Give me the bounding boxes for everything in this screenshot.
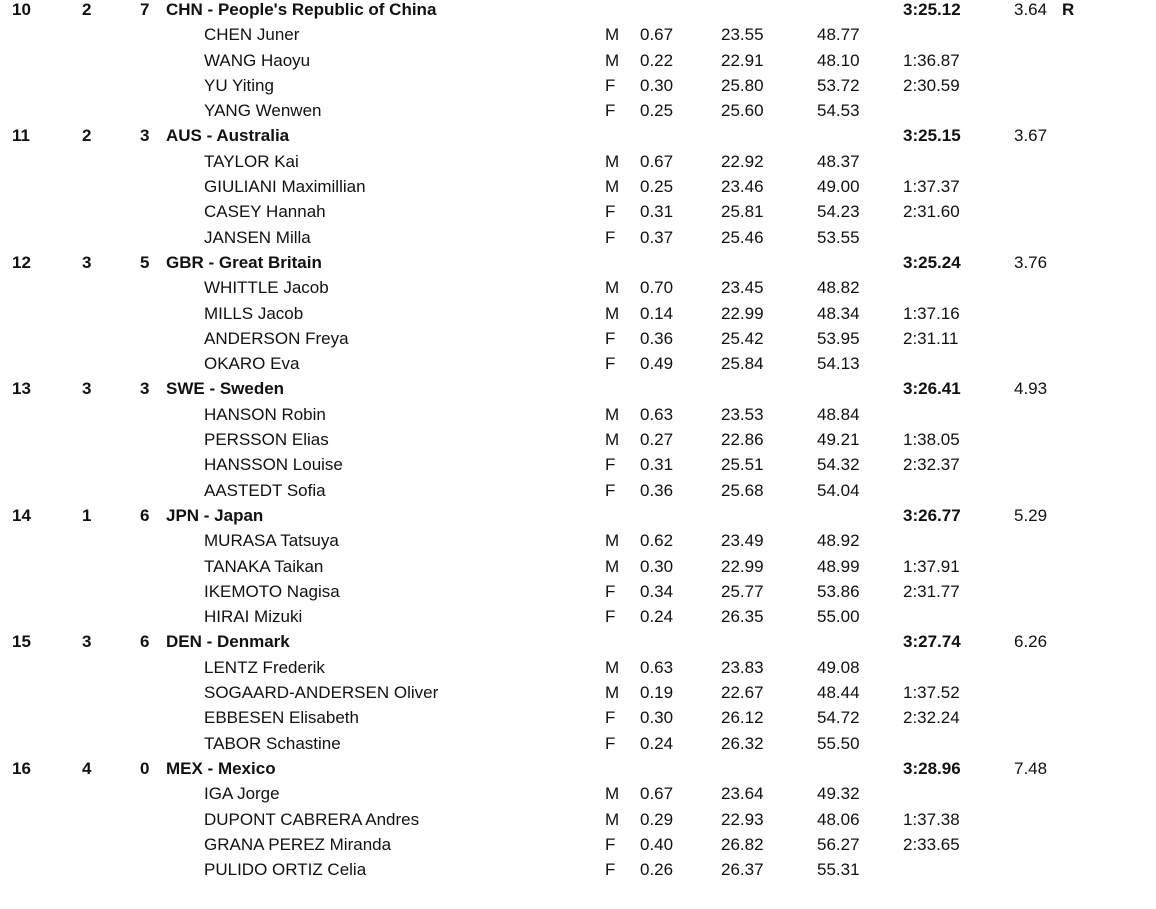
- cumulative-time: 2:32.24: [903, 708, 960, 728]
- rank: 13: [12, 379, 31, 399]
- cumulative-time: 2:31.60: [903, 202, 960, 222]
- lane: 6: [140, 505, 150, 525]
- split-100: 48.84: [817, 404, 860, 424]
- split-100: 48.10: [817, 50, 860, 70]
- swimmer-gender: F: [605, 480, 616, 500]
- split-50: 22.92: [721, 151, 764, 171]
- split-100: 55.31: [817, 860, 860, 880]
- swimmer-gender: M: [605, 784, 620, 804]
- swimmer-row: [0, 101, 1156, 126]
- swimmer-row: [0, 683, 1156, 708]
- final-time: 3:27.74: [903, 632, 961, 652]
- time-behind: 4.93: [1014, 379, 1048, 399]
- reaction-time: 0.36: [640, 328, 674, 348]
- time-behind: 7.48: [1014, 758, 1048, 778]
- heat: 3: [82, 252, 92, 272]
- time-behind: 5.29: [1014, 505, 1048, 525]
- split-100: 54.53: [817, 101, 860, 121]
- split-50: 25.81: [721, 202, 764, 222]
- swimmer-name: YANG Wenwen: [204, 101, 322, 121]
- reaction-time: 0.24: [640, 607, 674, 627]
- reaction-time: 0.70: [640, 278, 674, 298]
- split-100: 54.23: [817, 202, 860, 222]
- cumulative-time: 2:31.77: [903, 581, 960, 601]
- swimmer-row: [0, 835, 1156, 860]
- time-behind: 6.26: [1014, 632, 1048, 652]
- split-50: 22.99: [721, 303, 764, 323]
- team-row: [0, 632, 1156, 657]
- final-time: 3:25.12: [903, 0, 961, 19]
- split-50: 23.64: [721, 784, 764, 804]
- swimmer-gender: F: [605, 328, 616, 348]
- final-time: 3:25.15: [903, 126, 961, 146]
- split-100: 55.00: [817, 607, 860, 627]
- cumulative-time: 2:33.65: [903, 834, 960, 854]
- swimmer-name: IGA Jorge: [204, 784, 280, 804]
- split-50: 22.93: [721, 809, 764, 829]
- split-50: 25.84: [721, 354, 764, 374]
- split-100: 53.86: [817, 581, 860, 601]
- team-row: [0, 759, 1156, 784]
- swimmer-gender: M: [605, 25, 620, 45]
- cumulative-time: 2:32.37: [903, 455, 960, 475]
- reaction-time: 0.30: [640, 556, 674, 576]
- heat: 2: [82, 126, 92, 146]
- split-100: 56.27: [817, 834, 860, 854]
- swimmer-name: PULIDO ORTIZ Celia: [204, 860, 367, 880]
- swimmer-gender: F: [605, 607, 616, 627]
- split-100: 55.50: [817, 733, 860, 753]
- split-50: 25.51: [721, 455, 764, 475]
- split-50: 26.32: [721, 733, 764, 753]
- cumulative-time: 1:37.16: [903, 303, 960, 323]
- reaction-time: 0.34: [640, 581, 674, 601]
- final-time: 3:25.24: [903, 252, 961, 272]
- swimmer-name: MILLS Jacob: [204, 303, 304, 323]
- swimmer-gender: F: [605, 733, 616, 753]
- swimmer-name: JANSEN Milla: [204, 227, 311, 247]
- swimmer-name: AASTEDT Sofia: [204, 480, 326, 500]
- split-50: 22.86: [721, 430, 764, 450]
- heat: 1: [82, 505, 92, 525]
- time-behind: 3.67: [1014, 126, 1048, 146]
- swimmer-name: LENTZ Frederik: [204, 657, 325, 677]
- split-100: 48.99: [817, 556, 860, 576]
- swimmer-gender: F: [605, 227, 616, 247]
- split-100: 49.32: [817, 784, 860, 804]
- heat: 3: [82, 379, 92, 399]
- split-50: 22.67: [721, 683, 764, 703]
- split-100: 54.32: [817, 455, 860, 475]
- split-100: 49.21: [817, 430, 860, 450]
- swimmer-name: SOGAARD-ANDERSEN Oliver: [204, 683, 439, 703]
- reaction-time: 0.30: [640, 75, 674, 95]
- swimmer-row: [0, 202, 1156, 227]
- swimmer-row: [0, 304, 1156, 329]
- swimmer-name: WANG Haoyu: [204, 50, 311, 70]
- team-row: [0, 379, 1156, 404]
- swimmer-gender: M: [605, 303, 620, 323]
- split-50: 26.37: [721, 860, 764, 880]
- reaction-time: 0.27: [640, 430, 674, 450]
- team-name: AUS - Australia: [166, 126, 290, 146]
- lane: 6: [140, 632, 150, 652]
- cumulative-time: 1:36.87: [903, 50, 960, 70]
- split-100: 54.13: [817, 354, 860, 374]
- heat: 2: [82, 0, 92, 19]
- swimmer-gender: F: [605, 455, 616, 475]
- reaction-time: 0.14: [640, 303, 674, 323]
- swimmer-gender: F: [605, 75, 616, 95]
- reaction-time: 0.62: [640, 531, 674, 551]
- lane: 7: [140, 0, 150, 19]
- swimmer-row: [0, 25, 1156, 50]
- swimmer-row: [0, 76, 1156, 101]
- split-50: 25.80: [721, 75, 764, 95]
- swimmer-name: CHEN Juner: [204, 25, 300, 45]
- split-50: 22.99: [721, 556, 764, 576]
- swimmer-name: GIULIANI Maximillian: [204, 177, 366, 197]
- record-flag: R: [1062, 0, 1075, 19]
- swimmer-name: ANDERSON Freya: [204, 328, 349, 348]
- split-100: 48.44: [817, 683, 860, 703]
- team-name: JPN - Japan: [166, 505, 264, 525]
- swimmer-gender: F: [605, 708, 616, 728]
- swimmer-gender: M: [605, 556, 620, 576]
- split-100: 49.08: [817, 657, 860, 677]
- reaction-time: 0.63: [640, 404, 674, 424]
- split-50: 25.42: [721, 328, 764, 348]
- swimmer-name: HIRAI Mizuki: [204, 607, 303, 627]
- team-row: [0, 126, 1156, 151]
- swimmer-name: TAYLOR Kai: [204, 151, 299, 171]
- team-name: CHN - People's Republic of China: [166, 0, 437, 19]
- reaction-time: 0.49: [640, 354, 674, 374]
- reaction-time: 0.67: [640, 784, 674, 804]
- swimmer-gender: M: [605, 657, 620, 677]
- swimmer-row: [0, 430, 1156, 455]
- rank: 12: [12, 252, 31, 272]
- reaction-time: 0.29: [640, 809, 674, 829]
- final-time: 3:28.96: [903, 758, 961, 778]
- swimmer-row: [0, 860, 1156, 885]
- swimmer-gender: M: [605, 683, 620, 703]
- swimmer-name: EBBESEN Elisabeth: [204, 708, 359, 728]
- split-50: 25.68: [721, 480, 764, 500]
- split-50: 26.82: [721, 834, 764, 854]
- swimmer-name: MURASA Tatsuya: [204, 531, 339, 551]
- swimmer-row: [0, 455, 1156, 480]
- reaction-time: 0.22: [640, 50, 674, 70]
- reaction-time: 0.67: [640, 151, 674, 171]
- reaction-time: 0.25: [640, 101, 674, 121]
- swimmer-name: TANAKA Taikan: [204, 556, 324, 576]
- swimmer-gender: M: [605, 50, 620, 70]
- swimmer-gender: M: [605, 430, 620, 450]
- swimmer-gender: F: [605, 354, 616, 374]
- reaction-time: 0.63: [640, 657, 674, 677]
- cumulative-time: 2:31.11: [903, 328, 959, 348]
- rank: 11: [12, 126, 30, 146]
- swimmer-gender: M: [605, 809, 620, 829]
- reaction-time: 0.36: [640, 480, 674, 500]
- swimmer-gender: F: [605, 860, 616, 880]
- team-row: [0, 253, 1156, 278]
- swimmer-gender: M: [605, 404, 620, 424]
- swimmer-row: [0, 481, 1156, 506]
- swimmer-row: [0, 152, 1156, 177]
- swimmer-name: OKARO Eva: [204, 354, 300, 374]
- swimmer-name: HANSSON Louise: [204, 455, 343, 475]
- split-100: 53.95: [817, 328, 860, 348]
- time-behind: 3.64: [1014, 0, 1048, 19]
- split-100: 53.55: [817, 227, 860, 247]
- split-50: 23.45: [721, 278, 764, 298]
- swimmer-name: IKEMOTO Nagisa: [204, 581, 340, 601]
- swimmer-row: [0, 708, 1156, 733]
- split-50: 25.60: [721, 101, 764, 121]
- rank: 10: [12, 0, 31, 19]
- split-50: 22.91: [721, 50, 764, 70]
- team-row: [0, 506, 1156, 531]
- split-100: 53.72: [817, 75, 860, 95]
- team-name: DEN - Denmark: [166, 632, 290, 652]
- swimmer-gender: M: [605, 278, 620, 298]
- split-100: 48.77: [817, 25, 860, 45]
- swimmer-gender: F: [605, 581, 616, 601]
- swimmer-name: CASEY Hannah: [204, 202, 326, 222]
- swimmer-name: GRANA PEREZ Miranda: [204, 834, 392, 854]
- lane: 0: [140, 758, 150, 778]
- swimmer-name: TABOR Schastine: [204, 733, 341, 753]
- split-50: 23.53: [721, 404, 764, 424]
- split-100: 48.34: [817, 303, 860, 323]
- swimmer-row: [0, 51, 1156, 76]
- cumulative-time: 1:37.38: [903, 809, 960, 829]
- swimmer-gender: F: [605, 101, 616, 121]
- split-100: 48.06: [817, 809, 860, 829]
- lane: 5: [140, 252, 150, 272]
- swimmer-name: DUPONT CABRERA Andres: [204, 809, 420, 829]
- swimmer-row: [0, 582, 1156, 607]
- reaction-time: 0.30: [640, 708, 674, 728]
- final-time: 3:26.77: [903, 505, 961, 525]
- split-50: 26.12: [721, 708, 764, 728]
- swimmer-name: PERSSON Elias: [204, 430, 329, 450]
- swimmer-name: HANSON Robin: [204, 404, 326, 424]
- swimmer-gender: M: [605, 177, 620, 197]
- split-100: 49.00: [817, 177, 860, 197]
- swimmer-row: [0, 177, 1156, 202]
- split-50: 26.35: [721, 607, 764, 627]
- swimmer-name: WHITTLE Jacob: [204, 278, 329, 298]
- swimmer-row: [0, 278, 1156, 303]
- swimmer-gender: F: [605, 202, 616, 222]
- split-100: 54.72: [817, 708, 860, 728]
- rank: 14: [12, 505, 31, 525]
- split-100: 48.37: [817, 151, 860, 171]
- reaction-time: 0.37: [640, 227, 674, 247]
- time-behind: 3.76: [1014, 252, 1048, 272]
- split-50: 23.55: [721, 25, 764, 45]
- split-100: 48.82: [817, 278, 860, 298]
- swimmer-row: [0, 784, 1156, 809]
- team-name: SWE - Sweden: [166, 379, 285, 399]
- reaction-time: 0.25: [640, 177, 674, 197]
- cumulative-time: 1:37.91: [903, 556, 960, 576]
- split-50: 23.83: [721, 657, 764, 677]
- cumulative-time: 1:38.05: [903, 430, 960, 450]
- reaction-time: 0.67: [640, 25, 674, 45]
- split-50: 25.46: [721, 227, 764, 247]
- lane: 3: [140, 126, 150, 146]
- swimmer-row: [0, 557, 1156, 582]
- lane: 3: [140, 379, 150, 399]
- team-name: MEX - Mexico: [166, 758, 276, 778]
- swimmer-gender: M: [605, 531, 620, 551]
- swimmer-name: YU Yiting: [204, 75, 274, 95]
- swimmer-row: [0, 405, 1156, 430]
- split-100: 54.04: [817, 480, 860, 500]
- swimmer-row: [0, 329, 1156, 354]
- final-time: 3:26.41: [903, 379, 961, 399]
- reaction-time: 0.24: [640, 733, 674, 753]
- swimmer-row: [0, 734, 1156, 759]
- swimmer-gender: F: [605, 834, 616, 854]
- heat: 4: [82, 758, 92, 778]
- reaction-time: 0.19: [640, 683, 674, 703]
- swimmer-row: [0, 531, 1156, 556]
- rank: 15: [12, 632, 31, 652]
- reaction-time: 0.26: [640, 860, 674, 880]
- swimmer-row: [0, 228, 1156, 253]
- cumulative-time: 1:37.52: [903, 683, 960, 703]
- split-50: 23.49: [721, 531, 764, 551]
- swimmer-row: [0, 354, 1156, 379]
- heat: 3: [82, 632, 92, 652]
- split-50: 25.77: [721, 581, 764, 601]
- rank: 16: [12, 758, 31, 778]
- cumulative-time: 2:30.59: [903, 75, 960, 95]
- cumulative-time: 1:37.37: [903, 177, 960, 197]
- split-100: 48.92: [817, 531, 860, 551]
- reaction-time: 0.40: [640, 834, 674, 854]
- reaction-time: 0.31: [640, 455, 674, 475]
- swimmer-row: [0, 607, 1156, 632]
- team-row: [0, 0, 1156, 25]
- split-50: 23.46: [721, 177, 764, 197]
- swimmer-gender: M: [605, 151, 620, 171]
- reaction-time: 0.31: [640, 202, 674, 222]
- swimmer-row: [0, 810, 1156, 835]
- team-name: GBR - Great Britain: [166, 252, 322, 272]
- swimmer-row: [0, 658, 1156, 683]
